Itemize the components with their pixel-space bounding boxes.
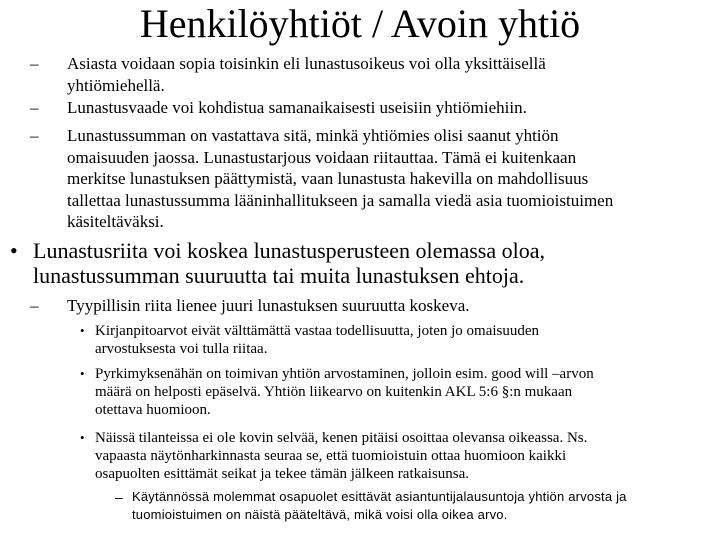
item-text <box>95 429 587 483</box>
text-line: määrä on helposti epäselvä. Yhtiön liikearvo on kuitenkin AKL 5:6 §:n mukaan <box>95 384 573 400</box>
item-text <box>67 53 546 96</box>
text-line: tuomioistuimen on näistä pääteltävä, mikä voisi olla oikea arvo. <box>132 507 508 522</box>
text-line: Lunastusriita voi koskea lunastusperusteen olemassa oloa, <box>33 238 545 263</box>
item-text <box>33 238 545 288</box>
item-text <box>67 295 470 317</box>
text-line: Käytännössä molemmat osapuolet esittävät asiantuntijalausuntoja yhtiön arvosta ja <box>132 489 627 504</box>
dash-bullet: – <box>30 54 39 73</box>
item-text <box>95 365 594 419</box>
item-text <box>67 125 613 233</box>
text-line: omaisuuden jaossa. Lunastustarjous voidaan riitauttaa. Tämä ei kuitenkaan <box>67 147 577 167</box>
text-line: Asiasta voidaan sopia toisinkin eli lunastusoikeus voi olla yksittäisellä <box>67 54 546 73</box>
bullet-dot: • <box>80 366 85 381</box>
bullet-dot: • <box>80 430 85 445</box>
dash-bullet: – <box>30 98 39 117</box>
text-line: Lunastussumman on vastattava sitä, minkä yhtiömies olisi saanut yhtiön <box>67 126 559 145</box>
text-line: tallettaa lunastussumma lääninhallitukseen ja samalla viedä asia tuomioistuimen <box>67 190 614 210</box>
text-line: merkitse lunastuksen päättymistä, vaan lunastusta hakevilla on mahdollisuus <box>67 169 589 189</box>
text-line: Tyypillisin riita lienee juuri lunastuksen suuruutta koskeva. <box>67 296 470 315</box>
dash-bullet: – <box>115 489 123 505</box>
bullet-dot: • <box>80 323 85 338</box>
text-line: Näissä tilanteissa ei ole kovin selvää, kenen pitäisi osoittaa olevansa oikeassa. Ns. <box>95 430 588 446</box>
item-text <box>95 322 539 358</box>
text-line: käsiteltäväksi. <box>67 212 164 232</box>
bullet-dot: • <box>10 238 18 263</box>
text-line: lunastussumman suuruutta tai muita lunastuksen ehtoja. <box>33 263 525 288</box>
text-line: yhtiömiehellä. <box>67 75 165 95</box>
text-line: otettava huomioon. <box>95 402 211 418</box>
text-line: osapuolten esittämät seikat ja tekee tämän jälkeen ratkaisunsa. <box>95 466 470 482</box>
text-line: arvostuksesta voi tulla riitaa. <box>95 341 268 357</box>
text-line: vapaasta näytönharkinnasta seuraa se, että tuomioistuin ottaa huomioon kaikki <box>95 448 567 464</box>
slide-title: Henkilöyhtiöt / Avoin yhtiö <box>139 1 581 46</box>
text-line: Kirjanpitoarvot eivät välttämättä vastaa todellisuutta, joten jo omaisuuden <box>95 323 540 339</box>
dash-bullet: – <box>30 296 39 315</box>
text-line: Pyrkimyksenähän on toimivan yhtiön arvostaminen, jolloin esim. good will –arvon <box>95 366 594 382</box>
item-text <box>67 97 527 119</box>
dash-bullet: – <box>30 126 39 145</box>
text-line: Lunastusvaade voi kohdistua samanaikaisesti useisiin yhtiömiehiin. <box>67 98 527 117</box>
item-text <box>132 488 627 524</box>
